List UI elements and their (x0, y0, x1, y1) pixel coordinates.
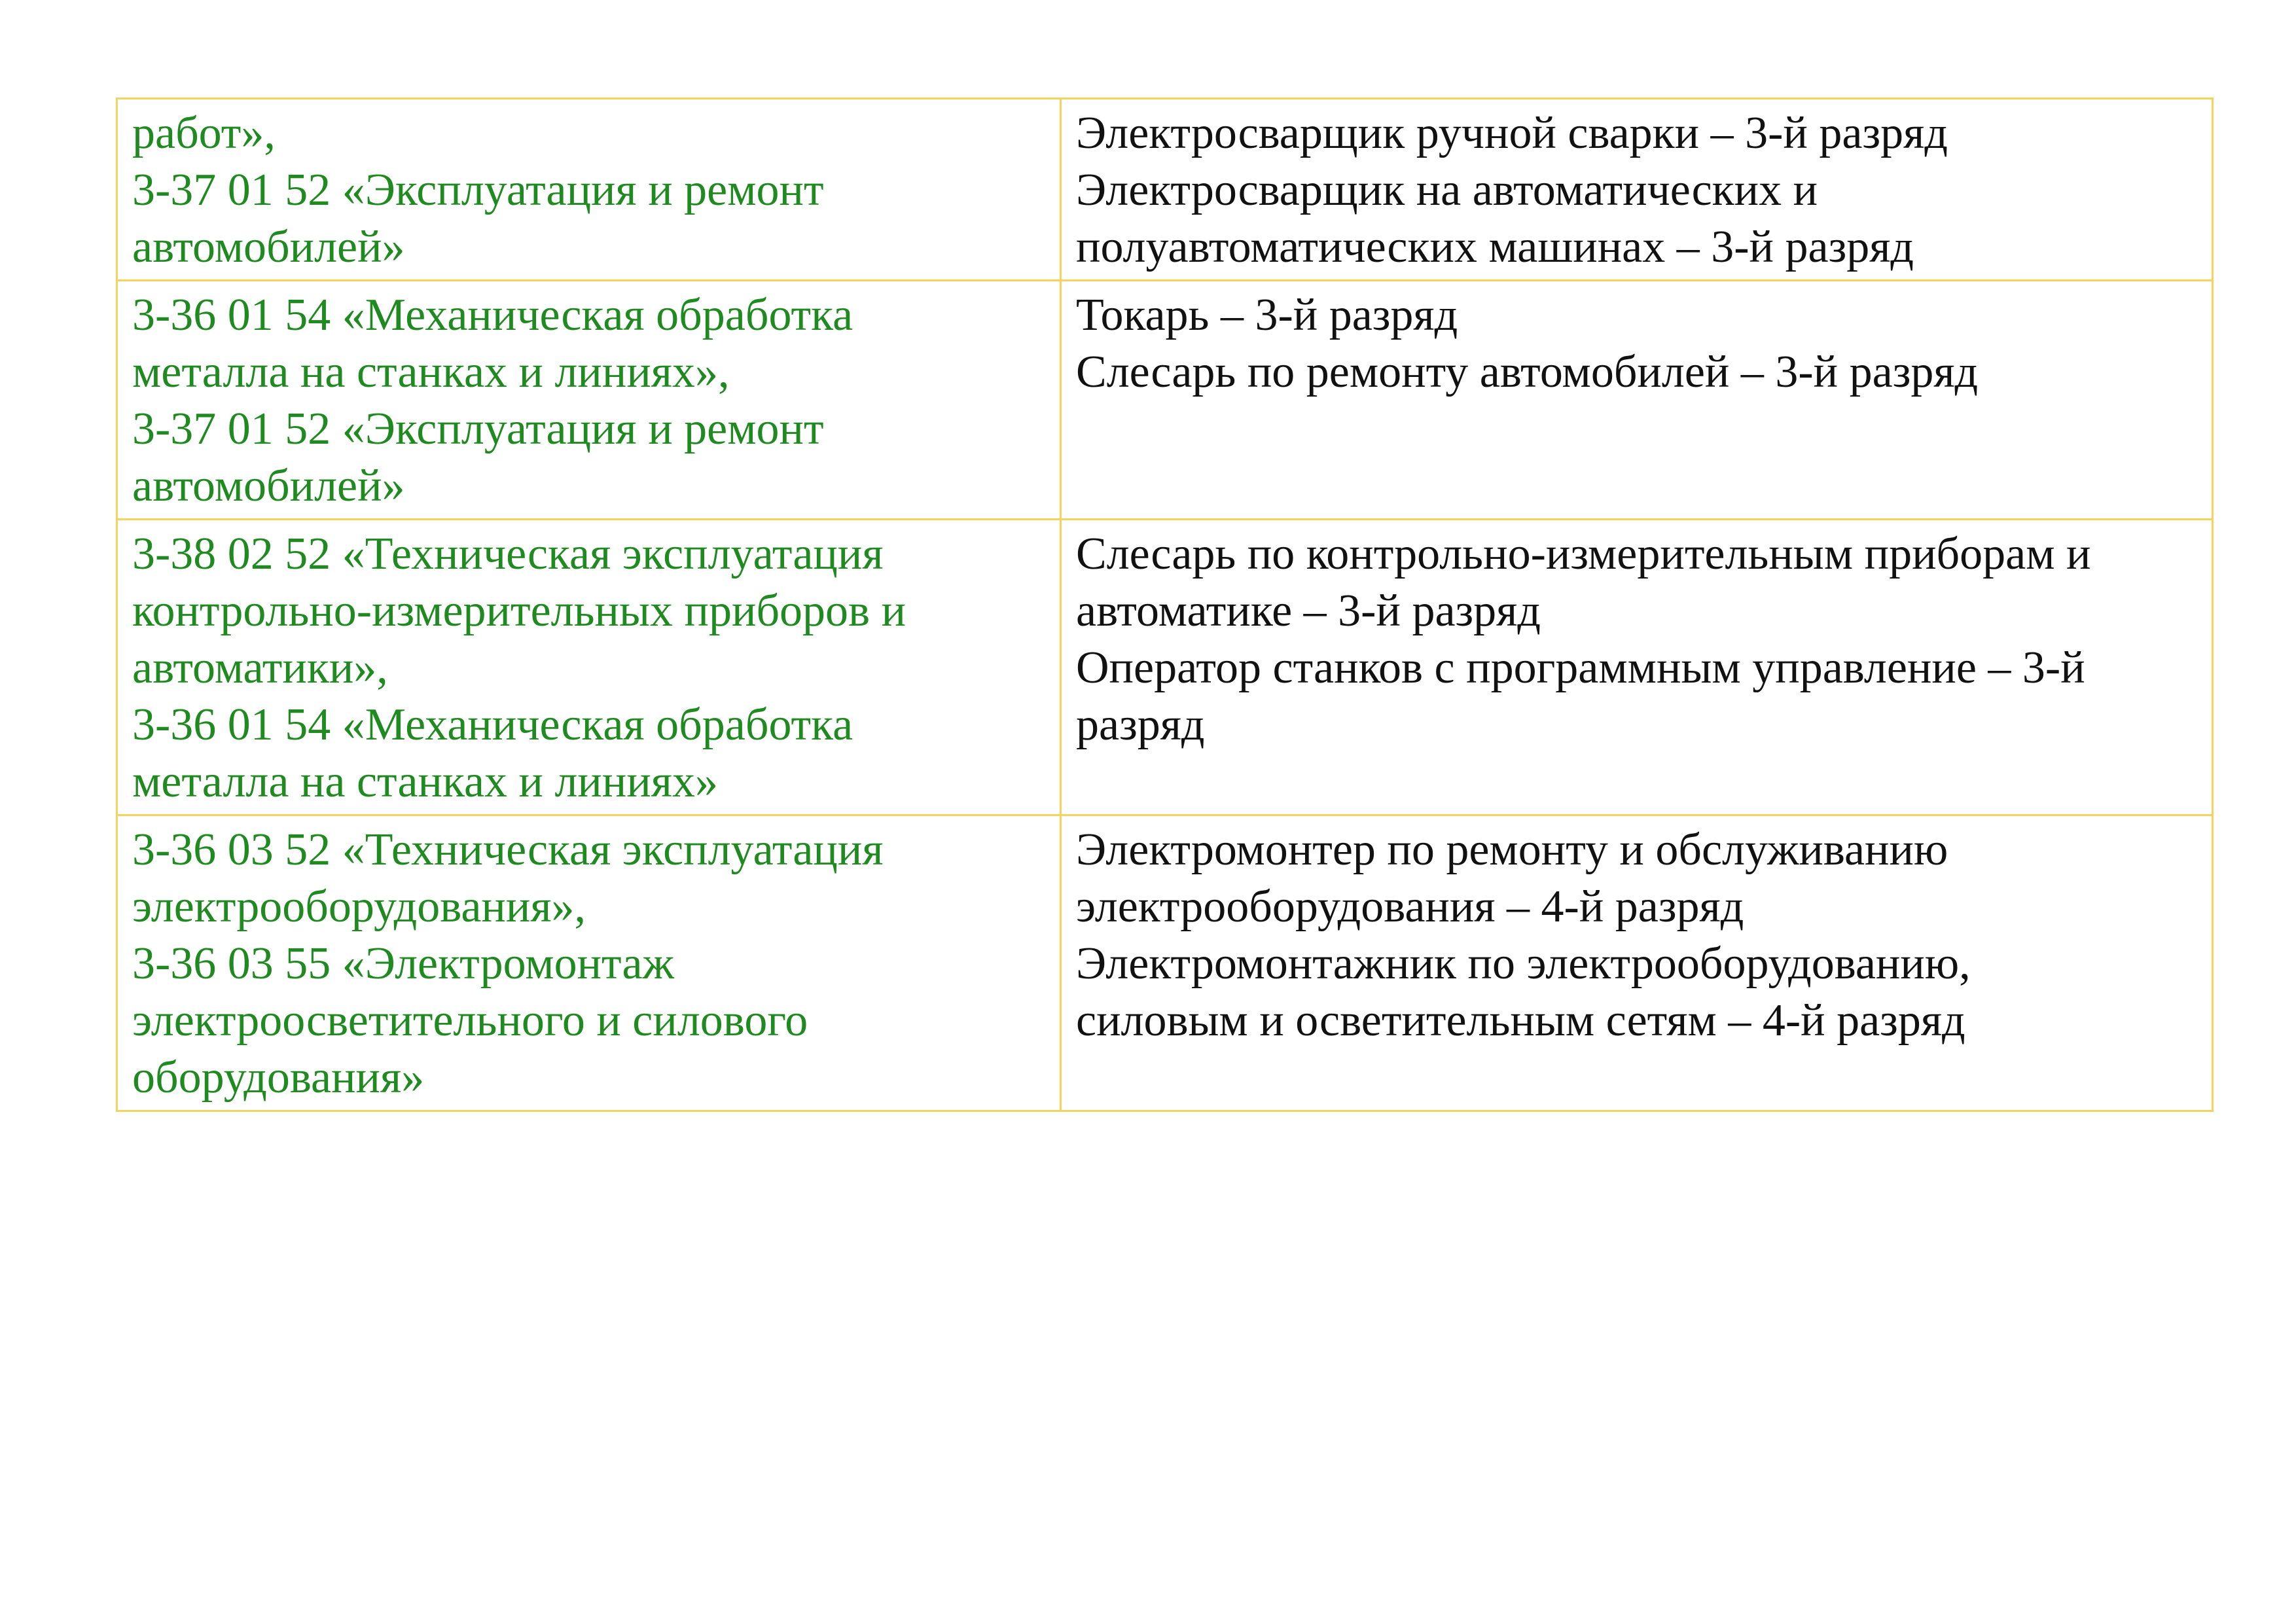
qualification-cell (1061, 815, 2213, 1111)
qualification-line: Электросварщик на автоматических и (1076, 165, 1818, 215)
specialty-line: 3-37 01 52 «Эксплуатация и ремонт (132, 165, 824, 215)
table-row (117, 520, 2213, 815)
specialty-line: работ», (132, 108, 276, 158)
specialty-line: контрольно-измерительных приборов и (132, 586, 906, 636)
specialty-line: оборудования» (132, 1052, 425, 1103)
qualification-line: силовым и осветительным сетям – 4-й разряд (1076, 995, 1965, 1046)
specialty-line: 3-36 03 52 «Техническая эксплуатация (132, 825, 884, 875)
qualification-cell (1061, 520, 2213, 815)
qualification-line: Электромонтер по ремонту и обслуживанию (1076, 825, 1948, 875)
qualification-line: Слесарь по ремонту автомобилей – 3-й разряд (1076, 347, 1979, 397)
table-row (117, 281, 2213, 520)
qualification-line: разряд (1076, 700, 1205, 750)
qualification-line: электрооборудования – 4-й разряд (1076, 882, 1744, 932)
table-row (117, 815, 2213, 1111)
specialty-line: металла на станках и линиях», (132, 347, 730, 397)
specialty-cell (117, 99, 1061, 281)
qualification-line: полуавтоматических машинах – 3-й разряд (1076, 222, 1914, 272)
specialty-line: 3-36 01 54 «Механическая обработка (132, 700, 853, 750)
qualification-line: Оператор станков с программным управление – 3-й (1076, 643, 2085, 693)
specialty-line: 3-36 03 55 «Электромонтаж (132, 938, 674, 989)
specialties-table (116, 98, 2214, 1112)
qualification-line: Токарь – 3-й разряд (1076, 290, 1458, 340)
specialty-line: электрооборудования», (132, 882, 586, 932)
qualification-line: Электромонтажник по электрооборудованию, (1076, 938, 1971, 989)
qualification-line: автоматике – 3-й разряд (1076, 586, 1541, 636)
specialty-cell (117, 281, 1061, 520)
specialty-line: металла на станках и линиях» (132, 757, 718, 807)
qualification-line: Слесарь по контрольно-измерительным приборам и (1076, 529, 2091, 579)
specialty-cell (117, 815, 1061, 1111)
qualification-cell (1061, 99, 2213, 281)
qualification-cell (1061, 281, 2213, 520)
specialty-line: 3-37 01 52 «Эксплуатация и ремонт (132, 404, 824, 454)
specialty-line: автоматики», (132, 643, 388, 693)
table-row (117, 99, 2213, 281)
specialty-line: автомобилей» (132, 461, 405, 511)
specialty-line: 3-36 01 54 «Механическая обработка (132, 290, 853, 340)
qualification-line: Электросварщик ручной сварки – 3-й разряд (1076, 108, 1948, 158)
specialty-cell (117, 520, 1061, 815)
specialty-line: электроосветительного и силового (132, 995, 808, 1046)
specialty-line: автомобилей» (132, 222, 405, 272)
specialty-line: 3-38 02 52 «Техническая эксплуатация (132, 529, 884, 579)
